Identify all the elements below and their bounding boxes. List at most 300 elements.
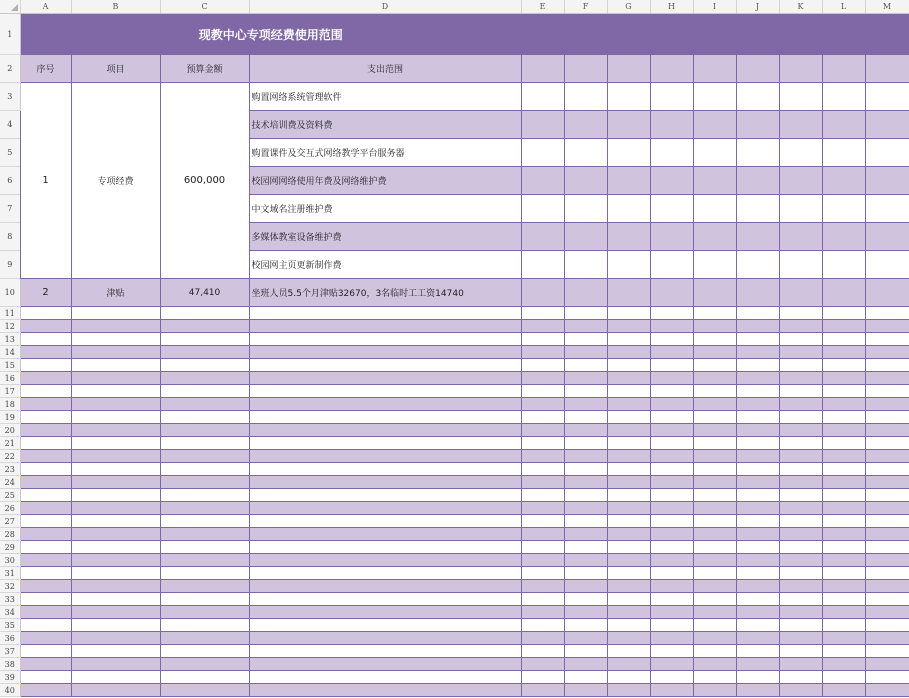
cell[interactable] <box>779 333 822 346</box>
header-seq[interactable]: 序号 <box>20 55 71 83</box>
cell[interactable] <box>607 111 650 139</box>
cell[interactable] <box>693 671 736 684</box>
cell[interactable] <box>693 593 736 606</box>
cell[interactable] <box>865 111 909 139</box>
cell[interactable] <box>693 463 736 476</box>
cell[interactable] <box>521 359 564 372</box>
cell[interactable] <box>693 346 736 359</box>
cell[interactable] <box>607 411 650 424</box>
cell[interactable] <box>20 307 71 320</box>
row-header[interactable]: 1 <box>0 14 20 55</box>
cell[interactable] <box>822 55 865 83</box>
cell[interactable] <box>650 398 693 411</box>
cell[interactable] <box>650 684 693 697</box>
cell[interactable] <box>521 372 564 385</box>
cell[interactable] <box>564 684 607 697</box>
cell[interactable] <box>521 619 564 632</box>
column-header-b[interactable]: B <box>71 0 160 14</box>
cell[interactable] <box>736 541 779 554</box>
cell[interactable] <box>521 437 564 450</box>
cell[interactable] <box>822 333 865 346</box>
cell[interactable] <box>650 139 693 167</box>
cell[interactable] <box>607 489 650 502</box>
cell[interactable] <box>20 645 71 658</box>
cell[interactable] <box>607 251 650 279</box>
row-header[interactable]: 2 <box>0 55 20 83</box>
cell[interactable] <box>521 580 564 593</box>
cell[interactable] <box>779 320 822 333</box>
cell[interactable] <box>160 580 249 593</box>
cell[interactable] <box>865 424 909 437</box>
cell[interactable] <box>779 476 822 489</box>
cell[interactable] <box>71 515 160 528</box>
cell[interactable] <box>693 111 736 139</box>
cell[interactable] <box>564 195 607 223</box>
cell[interactable] <box>650 372 693 385</box>
cell[interactable] <box>564 463 607 476</box>
cell[interactable] <box>607 619 650 632</box>
cell[interactable] <box>521 424 564 437</box>
cell[interactable] <box>779 346 822 359</box>
cell[interactable] <box>564 645 607 658</box>
record-1-scope-2[interactable]: 技术培训费及资料费 <box>249 111 521 139</box>
cell[interactable] <box>249 437 521 450</box>
column-header-h[interactable]: H <box>650 0 693 14</box>
row-header[interactable]: 8 <box>0 223 20 251</box>
cell[interactable] <box>650 671 693 684</box>
title-band-cell[interactable] <box>521 14 909 55</box>
cell[interactable] <box>779 111 822 139</box>
cell[interactable] <box>693 684 736 697</box>
cell[interactable] <box>20 619 71 632</box>
cell[interactable] <box>564 658 607 671</box>
cell[interactable] <box>865 279 909 307</box>
cell[interactable] <box>779 359 822 372</box>
cell[interactable] <box>865 476 909 489</box>
cell[interactable] <box>249 541 521 554</box>
row-header[interactable]: 15 <box>0 359 20 372</box>
cell[interactable] <box>564 528 607 541</box>
cell[interactable] <box>249 684 521 697</box>
cell[interactable] <box>521 346 564 359</box>
cell[interactable] <box>865 333 909 346</box>
cell[interactable] <box>160 554 249 567</box>
cell[interactable] <box>249 580 521 593</box>
cell[interactable] <box>249 593 521 606</box>
cell[interactable] <box>779 139 822 167</box>
cell[interactable] <box>607 554 650 567</box>
cell[interactable] <box>160 515 249 528</box>
record-1-scope-4[interactable]: 校园网网络使用年费及网络维护费 <box>249 167 521 195</box>
cell[interactable] <box>564 398 607 411</box>
cell[interactable] <box>71 606 160 619</box>
cell[interactable] <box>249 658 521 671</box>
record-2-scope[interactable]: 坐班人员5.5个月津贴32670，3名临时工工资14740 <box>249 279 521 307</box>
cell[interactable] <box>650 437 693 450</box>
cell[interactable] <box>650 385 693 398</box>
cell[interactable] <box>865 489 909 502</box>
cell[interactable] <box>564 385 607 398</box>
cell[interactable] <box>693 619 736 632</box>
cell[interactable] <box>160 658 249 671</box>
cell[interactable] <box>779 385 822 398</box>
cell[interactable] <box>249 463 521 476</box>
row-header[interactable]: 25 <box>0 489 20 502</box>
cell[interactable] <box>822 463 865 476</box>
cell[interactable] <box>822 606 865 619</box>
cell[interactable] <box>779 55 822 83</box>
cell[interactable] <box>865 437 909 450</box>
row-header[interactable]: 14 <box>0 346 20 359</box>
cell[interactable] <box>822 502 865 515</box>
record-1-scope-3[interactable]: 购置课件及交互式网络教学平台服务器 <box>249 139 521 167</box>
cell[interactable] <box>20 580 71 593</box>
cell[interactable] <box>521 463 564 476</box>
cell[interactable] <box>71 320 160 333</box>
cell[interactable] <box>779 450 822 463</box>
cell[interactable] <box>607 307 650 320</box>
cell[interactable] <box>249 307 521 320</box>
cell[interactable] <box>249 528 521 541</box>
cell[interactable] <box>71 437 160 450</box>
cell[interactable] <box>607 398 650 411</box>
cell[interactable] <box>20 463 71 476</box>
cell[interactable] <box>779 515 822 528</box>
cell[interactable] <box>650 251 693 279</box>
cell[interactable] <box>865 567 909 580</box>
record-2-seq[interactable]: 2 <box>20 279 71 307</box>
cell[interactable] <box>20 476 71 489</box>
cell[interactable] <box>865 385 909 398</box>
cell[interactable] <box>779 606 822 619</box>
cell[interactable] <box>521 554 564 567</box>
cell[interactable] <box>249 450 521 463</box>
cell[interactable] <box>693 139 736 167</box>
cell[interactable] <box>607 333 650 346</box>
column-header-j[interactable]: J <box>736 0 779 14</box>
cell[interactable] <box>650 307 693 320</box>
cell[interactable] <box>650 223 693 251</box>
cell[interactable] <box>650 541 693 554</box>
cell[interactable] <box>607 223 650 251</box>
cell[interactable] <box>71 385 160 398</box>
cell[interactable] <box>779 632 822 645</box>
cell[interactable] <box>650 476 693 489</box>
cell[interactable] <box>865 398 909 411</box>
cell[interactable] <box>71 424 160 437</box>
cell[interactable] <box>779 83 822 111</box>
row-header[interactable]: 12 <box>0 320 20 333</box>
cell[interactable] <box>521 541 564 554</box>
cell[interactable] <box>736 251 779 279</box>
cell[interactable] <box>822 111 865 139</box>
cell[interactable] <box>71 619 160 632</box>
cell[interactable] <box>736 279 779 307</box>
cell[interactable] <box>249 554 521 567</box>
cell[interactable] <box>736 359 779 372</box>
cell[interactable] <box>650 593 693 606</box>
row-header[interactable]: 4 <box>0 111 20 139</box>
cell[interactable] <box>736 333 779 346</box>
cell[interactable] <box>693 195 736 223</box>
cell[interactable] <box>693 167 736 195</box>
cell[interactable] <box>249 333 521 346</box>
cell[interactable] <box>607 279 650 307</box>
cell[interactable] <box>249 424 521 437</box>
cell[interactable] <box>736 476 779 489</box>
cell[interactable] <box>779 619 822 632</box>
cell[interactable] <box>822 398 865 411</box>
cell[interactable] <box>650 463 693 476</box>
cell[interactable] <box>693 411 736 424</box>
column-header-i[interactable]: I <box>693 0 736 14</box>
cell[interactable] <box>822 541 865 554</box>
cell[interactable] <box>607 593 650 606</box>
cell[interactable] <box>822 489 865 502</box>
cell[interactable] <box>822 554 865 567</box>
cell[interactable] <box>693 320 736 333</box>
column-header-a[interactable]: A <box>20 0 71 14</box>
cell[interactable] <box>693 279 736 307</box>
cell[interactable] <box>650 359 693 372</box>
cell[interactable] <box>650 580 693 593</box>
cell[interactable] <box>693 567 736 580</box>
cell[interactable] <box>865 658 909 671</box>
cell[interactable] <box>736 398 779 411</box>
cell[interactable] <box>564 307 607 320</box>
cell[interactable] <box>249 645 521 658</box>
cell[interactable] <box>521 411 564 424</box>
cell[interactable] <box>865 139 909 167</box>
row-header[interactable]: 30 <box>0 554 20 567</box>
row-header[interactable]: 10 <box>0 279 20 307</box>
cell[interactable] <box>736 632 779 645</box>
cell[interactable] <box>564 83 607 111</box>
cell[interactable] <box>607 139 650 167</box>
cell[interactable] <box>650 424 693 437</box>
cell[interactable] <box>564 476 607 489</box>
cell[interactable] <box>779 411 822 424</box>
cell[interactable] <box>822 619 865 632</box>
row-header[interactable]: 20 <box>0 424 20 437</box>
cell[interactable] <box>779 645 822 658</box>
cell[interactable] <box>822 450 865 463</box>
cell[interactable] <box>650 279 693 307</box>
cell[interactable] <box>736 195 779 223</box>
cell[interactable] <box>650 83 693 111</box>
cell[interactable] <box>779 528 822 541</box>
cell[interactable] <box>779 195 822 223</box>
cell[interactable] <box>607 567 650 580</box>
cell[interactable] <box>521 167 564 195</box>
cell[interactable] <box>822 167 865 195</box>
cell[interactable] <box>564 593 607 606</box>
column-header-m[interactable]: M <box>865 0 909 14</box>
row-header[interactable]: 21 <box>0 437 20 450</box>
cell[interactable] <box>249 619 521 632</box>
cell[interactable] <box>779 567 822 580</box>
cell[interactable] <box>607 385 650 398</box>
cell[interactable] <box>865 167 909 195</box>
cell[interactable] <box>249 515 521 528</box>
cell[interactable] <box>865 450 909 463</box>
cell[interactable] <box>160 463 249 476</box>
cell[interactable] <box>736 671 779 684</box>
cell[interactable] <box>521 251 564 279</box>
cell[interactable] <box>736 658 779 671</box>
cell[interactable] <box>521 645 564 658</box>
cell[interactable] <box>736 111 779 139</box>
cell[interactable] <box>822 437 865 450</box>
row-header[interactable]: 7 <box>0 195 20 223</box>
cell[interactable] <box>160 385 249 398</box>
cell[interactable] <box>160 424 249 437</box>
cell[interactable] <box>693 307 736 320</box>
cell[interactable] <box>71 398 160 411</box>
cell[interactable] <box>71 476 160 489</box>
cell[interactable] <box>822 279 865 307</box>
cell[interactable] <box>865 671 909 684</box>
cell[interactable] <box>693 554 736 567</box>
cell[interactable] <box>249 411 521 424</box>
cell[interactable] <box>20 632 71 645</box>
cell[interactable] <box>736 346 779 359</box>
cell[interactable] <box>693 437 736 450</box>
record-1-budget[interactable]: 600,000 <box>160 83 249 279</box>
cell[interactable] <box>564 632 607 645</box>
cell[interactable] <box>736 167 779 195</box>
record-1-seq[interactable]: 1 <box>20 83 71 279</box>
cell[interactable] <box>607 684 650 697</box>
row-header[interactable]: 34 <box>0 606 20 619</box>
cell[interactable] <box>249 502 521 515</box>
cell[interactable] <box>736 307 779 320</box>
cell[interactable] <box>693 476 736 489</box>
cell[interactable] <box>779 580 822 593</box>
cell[interactable] <box>521 385 564 398</box>
cell[interactable] <box>564 502 607 515</box>
cell[interactable] <box>160 567 249 580</box>
cell[interactable] <box>822 684 865 697</box>
cell[interactable] <box>607 632 650 645</box>
row-header[interactable]: 18 <box>0 398 20 411</box>
cell[interactable] <box>71 346 160 359</box>
cell[interactable] <box>160 333 249 346</box>
cell[interactable] <box>822 658 865 671</box>
cell[interactable] <box>865 632 909 645</box>
cell[interactable] <box>607 83 650 111</box>
cell[interactable] <box>779 307 822 320</box>
cell[interactable] <box>607 167 650 195</box>
cell[interactable] <box>650 645 693 658</box>
cell[interactable] <box>249 359 521 372</box>
cell[interactable] <box>564 139 607 167</box>
cell[interactable] <box>693 83 736 111</box>
cell[interactable] <box>521 139 564 167</box>
cell[interactable] <box>736 645 779 658</box>
cell[interactable] <box>779 554 822 567</box>
column-header-c[interactable]: C <box>160 0 249 14</box>
cell[interactable] <box>249 398 521 411</box>
cell[interactable] <box>607 320 650 333</box>
cell[interactable] <box>822 385 865 398</box>
column-header-e[interactable]: E <box>521 0 564 14</box>
cell[interactable] <box>564 580 607 593</box>
cell[interactable] <box>865 528 909 541</box>
cell[interactable] <box>160 359 249 372</box>
cell[interactable] <box>160 606 249 619</box>
cell[interactable] <box>20 658 71 671</box>
cell[interactable] <box>607 55 650 83</box>
cell[interactable] <box>779 541 822 554</box>
cell[interactable] <box>249 372 521 385</box>
cell[interactable] <box>650 606 693 619</box>
cell[interactable] <box>564 424 607 437</box>
cell[interactable] <box>564 515 607 528</box>
cell[interactable] <box>779 658 822 671</box>
cell[interactable] <box>20 541 71 554</box>
cell[interactable] <box>736 684 779 697</box>
cell[interactable] <box>20 320 71 333</box>
cell[interactable] <box>160 593 249 606</box>
cell[interactable] <box>822 645 865 658</box>
row-header[interactable]: 11 <box>0 307 20 320</box>
header-budget[interactable]: 预算金额 <box>160 55 249 83</box>
cell[interactable] <box>20 489 71 502</box>
cell[interactable] <box>822 251 865 279</box>
cell[interactable] <box>607 424 650 437</box>
cell[interactable] <box>71 359 160 372</box>
cell[interactable] <box>521 567 564 580</box>
cell[interactable] <box>693 489 736 502</box>
cell[interactable] <box>521 320 564 333</box>
cell[interactable] <box>779 684 822 697</box>
cell[interactable] <box>736 424 779 437</box>
cell[interactable] <box>71 567 160 580</box>
cell[interactable] <box>249 671 521 684</box>
cell[interactable] <box>865 359 909 372</box>
cell[interactable] <box>564 167 607 195</box>
cell[interactable] <box>650 450 693 463</box>
cell[interactable] <box>20 346 71 359</box>
cell[interactable] <box>650 111 693 139</box>
row-header[interactable]: 28 <box>0 528 20 541</box>
column-header-f[interactable]: F <box>564 0 607 14</box>
cell[interactable] <box>521 502 564 515</box>
cell[interactable] <box>736 83 779 111</box>
cell[interactable] <box>865 411 909 424</box>
cell[interactable] <box>865 223 909 251</box>
row-header[interactable]: 36 <box>0 632 20 645</box>
cell[interactable] <box>779 463 822 476</box>
cell[interactable] <box>20 606 71 619</box>
cell[interactable] <box>822 671 865 684</box>
cell[interactable] <box>865 606 909 619</box>
cell[interactable] <box>160 307 249 320</box>
cell[interactable] <box>521 307 564 320</box>
cell[interactable] <box>71 463 160 476</box>
cell[interactable] <box>650 515 693 528</box>
cell[interactable] <box>249 632 521 645</box>
cell[interactable] <box>650 489 693 502</box>
cell[interactable] <box>736 320 779 333</box>
cell[interactable] <box>779 223 822 251</box>
cell[interactable] <box>822 372 865 385</box>
record-1-scope-5[interactable]: 中文域名注册维护费 <box>249 195 521 223</box>
cell[interactable] <box>521 111 564 139</box>
column-header-d[interactable]: D <box>249 0 521 14</box>
row-header[interactable]: 22 <box>0 450 20 463</box>
